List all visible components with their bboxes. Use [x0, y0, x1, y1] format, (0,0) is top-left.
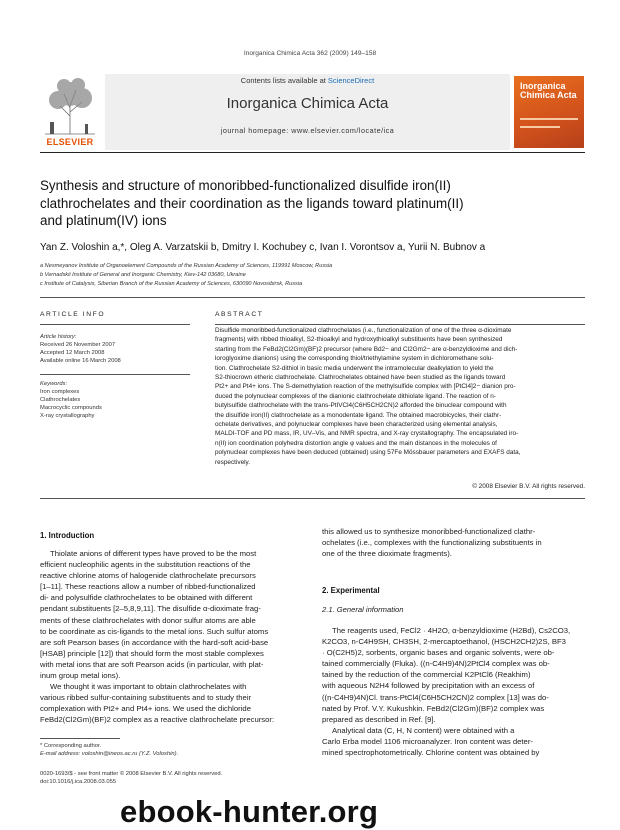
affiliation: c Institute of Catalysis, Siberian Branch of the Russian Academy of Sciences, 630090 Novosibirsk, Russia — [40, 281, 303, 287]
body-line: nated by Prof. V.Y. Kukushkin. FeBd2(Cl2Gm)(BF)2 complex was — [322, 703, 545, 713]
body-line: tained commercially (Fluka). ((n-C4H9)4N)2PtCl4 complex was ob- — [322, 659, 550, 669]
issn-line: 0020-1693/$ - see front matter © 2008 Elsevier B.V. All rights reserved. — [40, 771, 223, 777]
footnote-rule — [40, 738, 120, 739]
divider — [40, 498, 585, 499]
section-heading-experimental: 2. Experimental — [322, 586, 380, 595]
journal-reference: Inorganica Chimica Acta 362 (2009) 149–158 — [243, 50, 377, 57]
affiliation: a Nesmeyanov Institute of Organoelement Compounds of the Russian Academy of Sciences, 119991 Moscow, Russia — [40, 263, 333, 269]
body-line: [HSAB] principle [12]) that should form the most stable complexes — [40, 648, 264, 658]
title-line: Synthesis and structure of monoribbed-functionalized disulfide iron(II) — [40, 178, 451, 193]
abstract-line: tion. Clathrochelate S2-dithiol in basic media underwent the intramolecular dealkylation to yield the — [215, 364, 494, 372]
body-line: with metal ions that are soft Pearson acids (in particular, with plat- — [40, 659, 264, 669]
keywords — [40, 380, 185, 420]
abstract-line: loroglyoxime dianions) using the corresponding thiol/triethylamine system in dichloromethane solu- — [215, 355, 494, 363]
article-title — [40, 177, 585, 230]
article-history — [40, 333, 185, 365]
abstract-line: Disulfide monoribbed-functionalized clathrochelates (i.e., functionalization of one of the three α-dioximate — [215, 327, 512, 334]
divider — [40, 374, 190, 375]
body-line: Carlo Erba model 1106 microanalyzer. Iron content was deter- — [322, 736, 533, 746]
keyword: X-ray crystallography — [40, 413, 95, 419]
issn-doi — [40, 770, 310, 786]
copyright: © 2008 Elsevier B.V. All rights reserved. — [472, 483, 585, 490]
abstract-line: fragments) with ribbed thioalkyl, S2-thioalkyl and hydroxythioalkyl substituents have been synthesized — [215, 336, 503, 344]
title-line: and platinum(IV) ions — [40, 213, 167, 228]
body-line: tained by the reduction of the commercial K2PtCl6 (Reakhim) — [322, 670, 531, 680]
section-heading-introduction: 1. Introduction — [40, 531, 95, 540]
journal-homepage[interactable]: journal homepage: www.elsevier.com/locate/ica — [220, 126, 395, 135]
contents-prefix: Contents lists available at — [240, 76, 328, 85]
history-accepted: Accepted 12 March 2008 — [40, 350, 105, 356]
body-line: The reagents used, FeCl2 · 4H2O, α-benzyldioxime (H2Bd), Cs2CO3, — [332, 626, 571, 635]
contents-line — [105, 76, 510, 85]
body-line: to be coordinate as cis-ligands to the metal ions. Such sulfur atoms — [40, 626, 269, 636]
body-line: Analytical data (C, H, N content) were obtained with a — [332, 725, 515, 735]
abstract-line: MALDI-TOF and PD mass, IR, UV–Vis, and NMR spectra, and X-ray crystallography. The encapsulated iro- — [215, 430, 519, 438]
journal-name: Inorganica Chimica Acta — [226, 95, 389, 112]
abstract-line: the disulfide iron(II) clathrochelate as a monodentate ligand. The obtained macrobicycles, their clathr- — [215, 411, 502, 419]
affiliation: b Vernadskii Institute of General and Inorganic Chemistry, Kiev-142 03680, Ukraine — [40, 272, 246, 278]
body-line: various ribbed sulfur-containing substituents and to study their — [40, 693, 252, 703]
body-line: di- and polysulfide clathrochelates to be obtained with different — [40, 593, 253, 603]
tree-icon — [40, 76, 100, 136]
introduction-body — [40, 548, 312, 726]
body-line: complexation with Pt2+ and Pt4+ ions. We used the dichloride — [40, 704, 251, 714]
cover-stripe — [520, 118, 578, 120]
body-line: Thiolate anions of different types have proved to be the most — [50, 549, 257, 558]
corresponding-author-note: * Corresponding author. — [40, 743, 102, 749]
divider — [215, 324, 585, 325]
elsevier-tree-logo — [40, 76, 100, 142]
body-line: K2CO3, n-C4H9SH, CH3SH, 2-mercaptoethanol, (HSCH2CH2)2S, BF3 — [322, 637, 566, 647]
body-line: this allowed us to synthesize monoribbed-functionalized clathr- — [322, 527, 536, 536]
journal-header-band — [105, 74, 510, 150]
history-received: Received 26 November 2007 — [40, 342, 116, 348]
body-line: · O(C2H5)2, sorbents, organic bases and organic solvents, were ob- — [322, 648, 555, 658]
experimental-body — [322, 625, 585, 758]
abstract-line: S2-thiocrown etheric clathrochelate. Clathrochelates obtained have been studied as the ligands toward — [215, 374, 506, 382]
keywords-label: Keywords: — [40, 381, 68, 387]
email-note[interactable]: E-mail address: voloshin@ineos.ac.ru (Y.Z. Voloshin). — [40, 751, 179, 757]
right-column-intro — [322, 526, 585, 559]
abstract-line: respectively. — [215, 458, 251, 466]
body-line: mined spectrophotometrically. Chlorine content was obtained by — [322, 748, 540, 758]
abstract-line: polynuclear complexes have been deduced (obtained) using 57Fe Mössbauer parameters and EXAFS data, — [215, 449, 521, 457]
abstract-line: Pt2+ and Pt4+ ions. The S-demethylation reaction of the methylsulfide complex with [PtCl4]2− dianion pro- — [215, 383, 516, 391]
publisher-logo-text: ELSEVIER — [46, 137, 94, 147]
body-line: ochelates (i.e., complexes with the functionalizing substituents in — [322, 538, 542, 548]
author-list: Yan Z. Voloshin a,*, Oleg A. Varzatskii b, Dmitry I. Kochubey c, Ivan I. Vorontsov a, Yurii N. Bubnov a — [40, 242, 486, 253]
body-line: prepared as described in Ref. [9]. — [322, 714, 436, 724]
sciencedirect-link[interactable]: ScienceDirect — [327, 76, 375, 85]
body-line: are soft Pearson bases (in accordance with the hard-soft acid-base — [40, 637, 269, 647]
keyword: Macrocyclic compounds — [40, 405, 102, 411]
journal-cover-thumbnail — [514, 76, 584, 148]
footnote — [40, 742, 310, 758]
abstract-line: duced the polynuclear complexes of the dianionic clathrochelate dithiolate ligand. The reaction of n- — [215, 392, 496, 400]
body-line: pendant substituents [2–5,8,9,11]. The disulfide α-dioximate frag- — [40, 604, 261, 614]
body-line: [1–11]. These reactions allow a number of ribbed-functionalized — [40, 582, 256, 592]
body-line: reactive chlorine atoms of halogenide clathrochelate precursors — [40, 571, 256, 581]
cover-stripe — [520, 126, 560, 128]
watermark: ebook-hunter.org — [120, 794, 379, 829]
abstract-line: starting from the FeBd2(Cl2Gm)(BF)2 precursor (where Bd2− and Cl2Gm2− are α-benzyldioxime and dich- — [215, 345, 518, 353]
divider — [40, 324, 190, 325]
body-line: FeBd2(Cl2Gm)(BF)2 complex as a reactive clathrochelate precursor: — [40, 715, 275, 725]
title-line: clathrochelates and their coordination as the ligands toward platinum(II) — [40, 195, 464, 211]
body-line: one of the three dioximate fragments). — [322, 549, 452, 559]
history-online: Available online 16 March 2008 — [40, 358, 121, 364]
abstract-heading: ABSTRACT — [215, 311, 264, 318]
body-line: ments of these clathrochelates with donor sulfur atoms are able — [40, 615, 256, 625]
body-line: ((n-C4H9)4N)Cl. trans-PtCl4(C6H5CH2CN)2 complex [13] was do- — [322, 692, 549, 702]
abstract-line: n(II) ion coordination polyhedra distortion angle φ values and the main distances in the molecules of — [215, 439, 497, 447]
cover-title: Inorganica Chimica Acta — [520, 81, 577, 100]
body-line: with aqueous N2H4 followed by precipitation with an excess of — [322, 681, 535, 691]
keyword: Iron complexes — [40, 389, 80, 395]
abstract-body — [215, 326, 585, 467]
subsection-heading-general-information: 2.1. General information — [322, 605, 404, 614]
abstract-line: butylsulfide clathrochelate with the trans-PtIVCl4(C6H5CH2CN)2 afforded the binuclear compound with — [215, 402, 507, 410]
history-label: Article history: — [40, 334, 77, 340]
divider — [40, 297, 585, 298]
doi-line[interactable]: doi:10.1016/j.ica.2008.03.055 — [40, 779, 117, 785]
body-line: inum group metal ions). — [40, 671, 121, 681]
body-line: We thought it was important to obtain clathrochelates with — [50, 682, 247, 692]
abstract-line: ochelate derivatives, and polynuclear complexes have been characterized using elemental analysis, — [215, 421, 498, 429]
header-rule — [40, 152, 585, 153]
body-line: efficient nucleophilic agents in the substitution reactions of the — [40, 560, 251, 570]
article-info-heading: ARTICLE INFO — [40, 311, 106, 318]
keyword: Clathrochelates — [40, 397, 81, 403]
